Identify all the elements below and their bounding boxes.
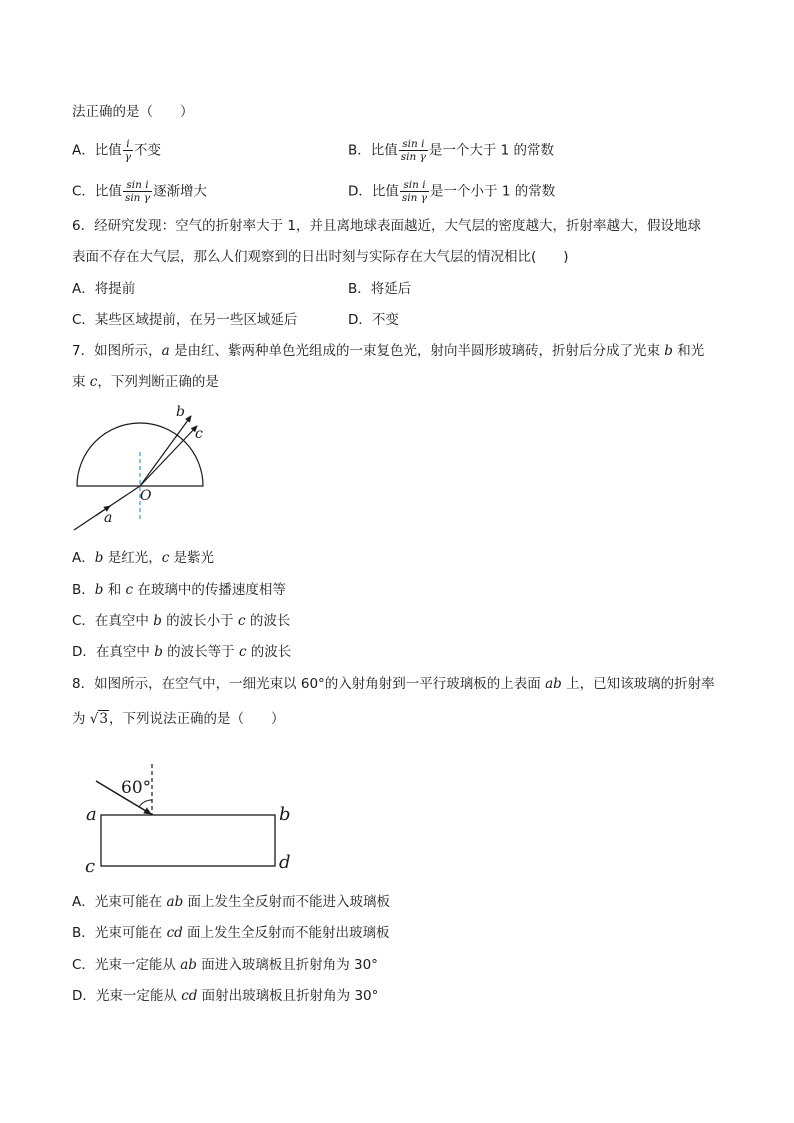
option-suffix: 是一个小于 1 的常数 bbox=[430, 183, 556, 200]
q8-option-b bbox=[72, 923, 390, 943]
text: B．光束可能在 bbox=[72, 925, 167, 941]
text: 8．如图所示，在空气中，一细光束以 60°的入射角射到一平行玻璃板的上表面 bbox=[72, 676, 546, 692]
variable: c bbox=[237, 613, 246, 629]
text: A． bbox=[72, 550, 95, 566]
fraction-numerator: sin i bbox=[400, 179, 429, 192]
option-suffix: 是一个大于 1 的常数 bbox=[428, 142, 555, 159]
q8-stem-line-1 bbox=[72, 674, 715, 694]
text: 的波长 bbox=[246, 644, 292, 660]
angle-label: 60° bbox=[121, 778, 152, 798]
text: 面射出玻璃板且折射角为 30° bbox=[197, 988, 379, 1004]
fraction bbox=[123, 179, 152, 204]
q7-stem-line-2 bbox=[72, 372, 219, 392]
text: ，下列说法正确的是（ ） bbox=[109, 711, 285, 727]
fraction-numerator: sin i bbox=[123, 179, 152, 192]
fraction-numerator: sin i bbox=[399, 138, 428, 151]
label-o: O bbox=[140, 488, 152, 504]
q6-option-b: B．将延后 bbox=[348, 281, 412, 297]
variable: cd bbox=[181, 988, 198, 1004]
text: A．光束可能在 bbox=[72, 894, 167, 910]
q7-option-a bbox=[72, 548, 214, 568]
text: D．光束一定能从 bbox=[72, 988, 182, 1004]
variable: c bbox=[238, 644, 247, 660]
fraction bbox=[123, 138, 133, 163]
text: 为 bbox=[72, 711, 90, 727]
variable: ab bbox=[545, 676, 562, 692]
option-prefix: C．比值 bbox=[72, 183, 122, 200]
fraction-denominator: γ bbox=[124, 151, 132, 163]
variable: b bbox=[94, 550, 104, 566]
text: 面进入玻璃板且折射角为 30° bbox=[196, 957, 378, 973]
option-suffix: 不变 bbox=[134, 142, 162, 159]
label-c: c bbox=[85, 856, 96, 877]
fraction-denominator: sin γ bbox=[400, 151, 426, 163]
text: 的波长 bbox=[245, 613, 291, 629]
variable: ab bbox=[180, 957, 197, 973]
refracted-ray-b bbox=[140, 416, 191, 486]
variable: cd bbox=[166, 925, 183, 941]
text: B． bbox=[72, 582, 95, 598]
square-root: √3 bbox=[89, 711, 108, 727]
q5-option-c bbox=[72, 179, 207, 204]
q5-option-b bbox=[348, 138, 554, 163]
variable: ab bbox=[166, 894, 184, 910]
fraction-denominator: sin γ bbox=[401, 192, 428, 204]
label-a: a bbox=[86, 804, 97, 825]
variable: a bbox=[161, 343, 170, 359]
text: 在玻璃中的传播速度相等 bbox=[133, 582, 286, 598]
q7-option-b bbox=[72, 580, 286, 600]
q7-option-c bbox=[72, 611, 290, 631]
radicand: 3 bbox=[99, 711, 108, 727]
q8-option-a bbox=[72, 892, 390, 912]
variable: c bbox=[125, 582, 134, 598]
q6-option-c: C．某些区域提前，在另一些区域延后 bbox=[72, 312, 298, 328]
angle-arc bbox=[139, 800, 152, 807]
q6-option-a: A．将提前 bbox=[72, 281, 136, 297]
text: 上，已知该玻璃的折射率 bbox=[561, 676, 715, 692]
text: C．光束一定能从 bbox=[72, 957, 181, 973]
glass-plate bbox=[101, 815, 275, 866]
q5-stem-tail: 法正确的是（ ） bbox=[72, 104, 194, 120]
q5-option-a bbox=[72, 138, 161, 163]
text: ，下列判断正确的是 bbox=[97, 374, 219, 390]
text: 是红光， bbox=[103, 550, 162, 566]
q7-option-d bbox=[72, 642, 291, 662]
q7-stem-line-1 bbox=[72, 341, 704, 361]
fraction-numerator: i bbox=[123, 138, 133, 151]
label-c: c bbox=[195, 426, 203, 442]
q7-semicircle-figure bbox=[66, 404, 216, 536]
text: C．在真空中 bbox=[72, 613, 154, 629]
q8-option-c bbox=[72, 955, 378, 975]
q8-option-d bbox=[72, 986, 378, 1006]
variable: c bbox=[161, 550, 170, 566]
variable: b bbox=[154, 644, 163, 660]
refracted-ray-c bbox=[140, 426, 197, 486]
q6-stem-line-2: 表面不存在大气层，那么人们观察到的日出时刻与实际存在大气层的情况相比( ) bbox=[72, 249, 569, 265]
option-prefix: D．比值 bbox=[348, 183, 399, 200]
q5-option-d bbox=[348, 179, 555, 204]
text: 是由红、紫两种单色光组成的一束复色光，射向半圆形玻璃砖，折射后分成了光束 bbox=[169, 343, 665, 359]
option-prefix: A．比值 bbox=[72, 142, 122, 159]
text: D．在真空中 bbox=[72, 644, 155, 660]
text: 和光 bbox=[672, 343, 705, 359]
variable: b bbox=[153, 613, 162, 629]
fraction bbox=[400, 179, 429, 204]
fraction bbox=[399, 138, 428, 163]
text: 7．如图所示， bbox=[72, 343, 162, 359]
text: 的波长小于 bbox=[161, 613, 238, 629]
text: 和 bbox=[103, 582, 126, 598]
variable: c bbox=[89, 374, 98, 390]
fraction-denominator: sin γ bbox=[124, 192, 151, 204]
q6-option-d: D．不变 bbox=[348, 312, 399, 328]
option-suffix: 逐渐增大 bbox=[153, 183, 208, 200]
label-b: b bbox=[176, 404, 185, 420]
q8-glass-plate-figure bbox=[80, 752, 300, 878]
text: 面上发生全反射而不能进入玻璃板 bbox=[183, 894, 391, 910]
q8-stem-line-2 bbox=[72, 709, 285, 729]
text: 的波长等于 bbox=[162, 644, 239, 660]
label-d: d bbox=[279, 852, 291, 873]
label-a: a bbox=[104, 510, 113, 526]
text: 是紫光 bbox=[169, 550, 215, 566]
option-prefix: B．比值 bbox=[348, 142, 398, 159]
variable: b bbox=[94, 582, 104, 598]
variable: b bbox=[664, 343, 673, 359]
label-b: b bbox=[279, 804, 291, 825]
text: 束 bbox=[72, 374, 90, 390]
q6-stem-line-1: 6．经研究发现：空气的折射率大于 1，并且离地球表面越近，大气层的密度越大，折射率越大，假设地球 bbox=[72, 218, 701, 234]
text: 面上发生全反射而不能射出玻璃板 bbox=[182, 925, 390, 941]
